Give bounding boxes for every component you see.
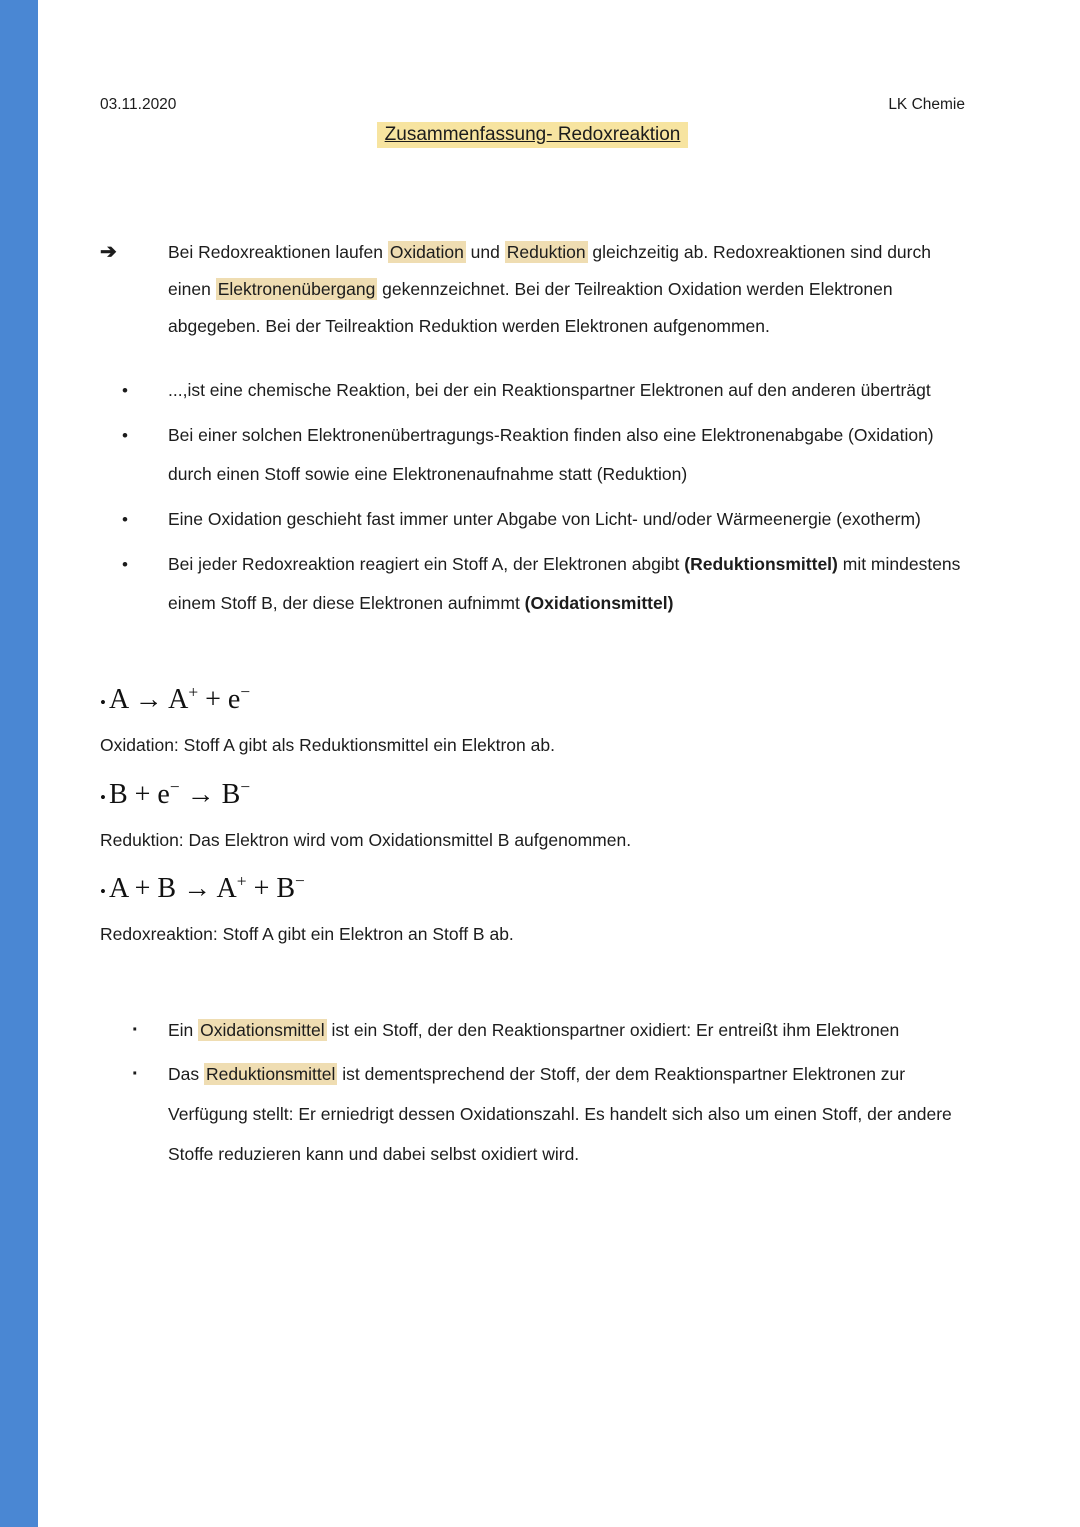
bullet-icon: • [122, 510, 128, 529]
equation-caption: Oxidation: Stoff A gibt als Reduktionsmittel ein Elektron ab. [100, 735, 555, 756]
list-item [122, 500, 965, 539]
page-date: 03.11.2020 [100, 96, 177, 113]
list-item-text: Eine Oxidation geschieht fast immer unter Abgabe von Licht- und/oder Wärmeenergie (exotherm) [168, 509, 921, 529]
equation-formula [100, 765, 965, 819]
bullet-icon: • [122, 381, 128, 400]
definition-list [100, 1010, 965, 1174]
equation-caption: Redoxreaktion: Stoff A gibt ein Elektron an Stoff B ab. [100, 923, 514, 944]
page-header [100, 96, 965, 114]
definition-item [132, 1054, 965, 1174]
equation-caption: Reduktion: Das Elektron wird vom Oxidationsmittel B aufgenommen. [100, 829, 632, 850]
bullet-icon: • [122, 426, 128, 445]
equations-section [100, 671, 965, 954]
list-item [122, 371, 965, 410]
equation-bullet-icon: • [100, 881, 106, 901]
definition-text: Ein Oxidationsmittel ist ein Stoff, der den Reaktionspartner oxidiert: Er entreißt ihm Elektronen [168, 1019, 900, 1040]
list-item-text: ...,ist eine chemische Reaktion, bei der ein Reaktionspartner Elektronen auf den anderen überträgt [168, 380, 931, 400]
equation-block [100, 765, 965, 859]
definition-text: Das Reduktionsmittel ist dementsprechend der Stoff, der dem Reaktionspartner Elektronen zur Verfügung stellt: Er erniedrigt dessen Oxidationszahl. Es handelt sich also um einen Stoff, der andere Stoffe reduzieren kann und dabei selbst oxidiert wird. [168, 1063, 952, 1164]
equation-bullet-icon: • [100, 693, 106, 713]
page-title: Zusammenfassung- Redoxreaktion [377, 122, 689, 148]
document-page [100, 0, 965, 1178]
left-edge-bar [0, 0, 38, 1527]
intro-note [100, 234, 965, 345]
list-item-text: Bei jeder Redoxreaktion reagiert ein Stoff A, der Elektronen abgibt (Reduktionsmittel) mit mindestens einem Stoff B, der diese Elektronen aufnimmt (Oxidationsmittel) [168, 554, 961, 613]
equation-block [100, 671, 965, 765]
intro-paragraph: Bei Redoxreaktionen laufen Oxidation und Reduktion gleichzeitig ab. Redoxreaktionen sind durch einen Elektronenübergang gekennzeichnet. Bei der Teilreaktion Oxidation werden Elektronen abgegeben. Bei der Teilreaktion Reduktion werden Elektronen aufgenommen. [168, 242, 931, 336]
arrow-icon: ➔ [100, 241, 117, 263]
formula-text: A → A+ + e− [108, 683, 251, 716]
list-item [122, 416, 965, 494]
formula-text: B + e− → B− [108, 777, 251, 810]
list-item [122, 545, 965, 623]
equation-formula [100, 860, 965, 914]
definition-item [132, 1010, 965, 1050]
equation-bullet-icon: • [100, 787, 106, 807]
course-label: LK Chemie [888, 96, 965, 113]
dot-icon: · [132, 1018, 139, 1041]
bullet-list [100, 371, 965, 623]
formula-text: A + B → A+ + B− [108, 871, 305, 904]
bullet-icon: • [122, 555, 128, 574]
list-item-text: Bei einer solchen Elektronenübertragungs-Reaktion finden also eine Elektronenabgabe (Oxidation) durch einen Stoff sowie eine Elektronenaufnahme statt (Reduktion) [168, 425, 934, 484]
dot-icon: · [132, 1062, 139, 1085]
equation-formula [100, 671, 965, 725]
title-row [100, 122, 965, 148]
equation-block [100, 860, 965, 954]
